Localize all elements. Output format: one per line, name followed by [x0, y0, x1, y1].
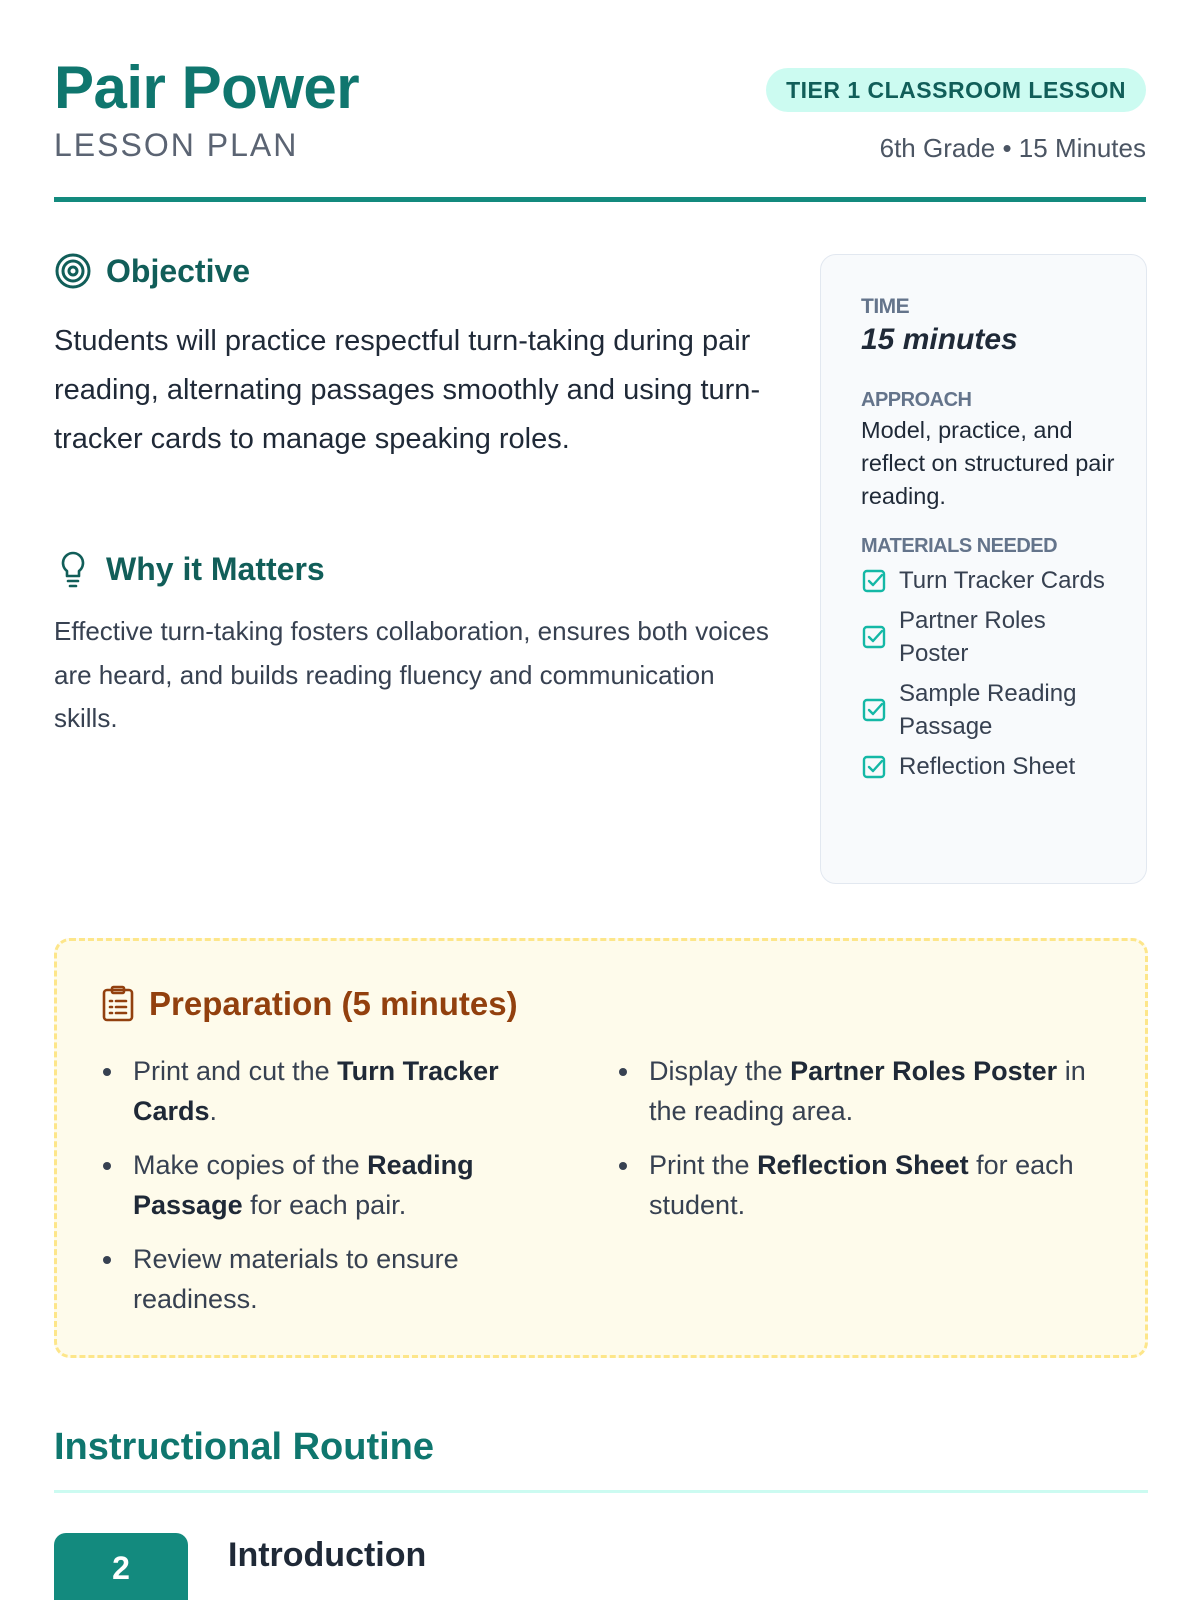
clipboard-icon: [101, 985, 135, 1023]
checkbox-icon: [861, 697, 887, 723]
lightbulb-icon: [54, 549, 92, 589]
objective-text: Students will practice respectful turn-taking during pair reading, alternating passages smoothly and using turn-tracker cards to manage speaking roles.: [54, 325, 761, 455]
lesson-summary-card: [820, 254, 1147, 884]
preparation-title: Preparation (5 minutes): [149, 985, 518, 1022]
preparation-list-right: [617, 1051, 1097, 1239]
checkbox-icon: [861, 754, 887, 780]
prep-item: Display the Partner Roles Poster in the reading area.: [617, 1051, 1097, 1131]
tier-badge: TIER 1 CLASSROOM LESSON: [766, 68, 1146, 112]
material-item: [861, 604, 1116, 670]
material-label: Partner Roles Poster: [899, 607, 1046, 667]
materials-list: [861, 564, 1116, 783]
time-label: TIME: [861, 295, 910, 318]
lesson-subtitle: LESSON PLAN: [54, 127, 299, 163]
prep-item: Make copies of the Reading Passage for each pair.: [101, 1145, 521, 1225]
target-icon: [54, 252, 92, 290]
objective-title: Objective: [106, 252, 251, 289]
material-item: [861, 750, 1116, 783]
step-number-badge: 2: [54, 1533, 188, 1600]
checkbox-icon: [861, 624, 887, 650]
prep-item: Print the Reflection Sheet for each student.: [617, 1145, 1097, 1225]
time-value: 15 minutes: [861, 323, 1018, 356]
routine-divider: [54, 1490, 1148, 1493]
material-label: Sample Reading Passage: [899, 680, 1077, 740]
prep-item: Review materials to ensure readiness.: [101, 1239, 521, 1319]
checkbox-icon: [861, 568, 887, 594]
why-heading: [54, 549, 325, 589]
preparation-heading: [101, 985, 518, 1023]
preparation-box: [54, 938, 1148, 1358]
prep-item: Print and cut the Turn Tracker Cards.: [101, 1051, 521, 1131]
routine-heading: Instructional Routine: [54, 1426, 434, 1468]
step-title: Introduction: [228, 1536, 427, 1574]
material-item: [861, 677, 1116, 743]
grade-duration-meta: 6th Grade • 15 Minutes: [879, 133, 1146, 163]
lesson-header: [54, 56, 1146, 202]
approach-text: Model, practice, and reflect on structured pair reading.: [861, 417, 1115, 509]
preparation-list-left: [101, 1051, 521, 1333]
why-text: Effective turn-taking fosters collaboration, ensures both voices are heard, and builds reading fluency and communication skills.: [54, 616, 769, 733]
approach-label: APPROACH: [861, 389, 972, 411]
material-label: Reflection Sheet: [899, 753, 1076, 780]
why-title: Why it Matters: [106, 550, 325, 587]
material-item: [861, 564, 1116, 597]
materials-label: MATERIALS NEEDED: [861, 535, 1058, 557]
material-label: Turn Tracker Cards: [899, 567, 1105, 594]
lesson-title: Pair Power: [54, 54, 360, 121]
objective-heading: [54, 252, 250, 290]
